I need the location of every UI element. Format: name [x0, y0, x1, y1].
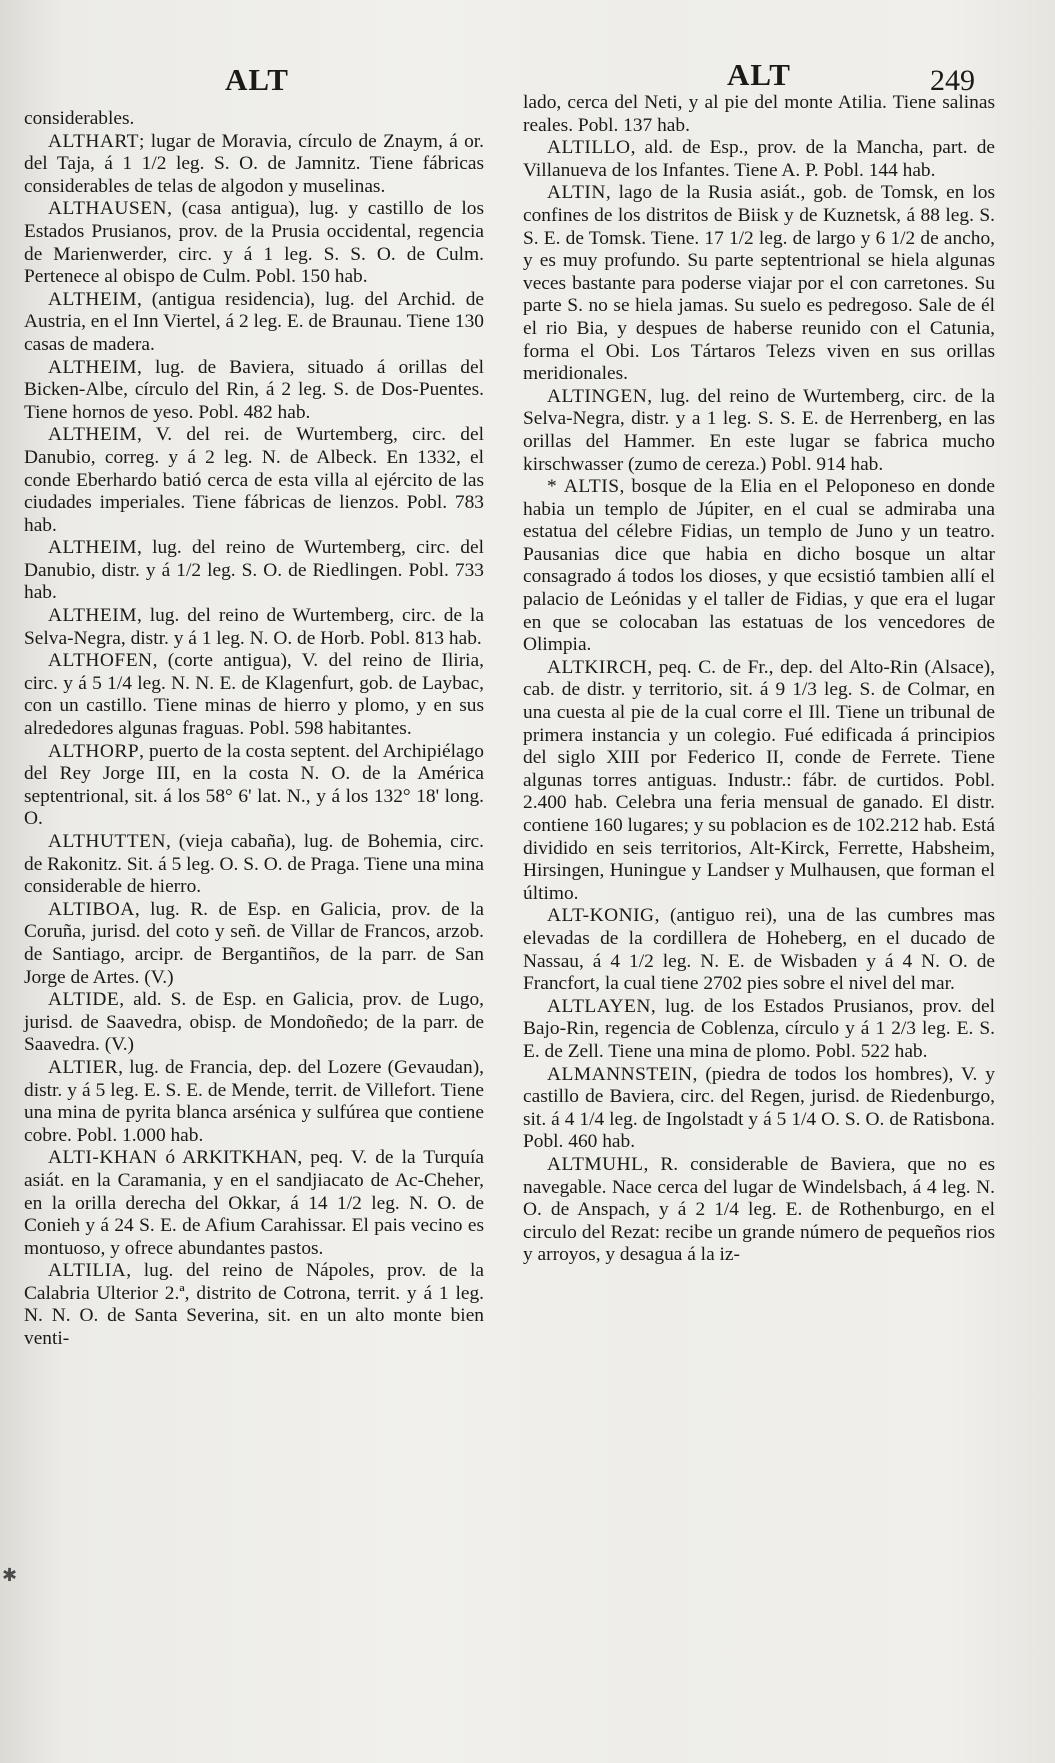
entry-body: ó ARKITKHAN, peq. V. de la Turquía asiát. en la Caramania, y en el sandjiacato de Ac-Cheher, en la orilla derecha del Okkar, á 14 1/2 leg. N. O. de Conieh y á 24 S. E. de Afium Carahissar. El pais vecino es montuoso, y ofrece abundantes pastos.	[24, 1147, 484, 1259]
dictionary-entry	[24, 108, 484, 131]
entry-headword: ALTIDE	[48, 989, 120, 1011]
entry-headword: ALTILLO	[547, 137, 631, 159]
entry-headword: ALT-KONIG	[547, 905, 655, 927]
dictionary-entry	[24, 1057, 484, 1147]
entry-headword: ALTHEIM	[48, 605, 137, 627]
entry-body: , (vieja cabaña), lug. de Bohemia, circ. de Rakonitz. Sit. á 5 leg. O. S. O. de Praga. Tiene una mina considerable de hierro.	[24, 831, 484, 898]
entry-body: , lug. del reino de Wurtemberg, circ. del Danubio, distr. y á 1/2 leg. S. O. de Riedlingen. Pobl. 733 hab.	[24, 537, 484, 604]
dictionary-entry	[24, 741, 484, 831]
entry-body: , R. considerable de Baviera, que no es navegable. Nace cerca del lugar de Windelsbach, á 4 leg. N. O. de Anspach, y á 2 1/4 leg. E. de Rothenburgo, en el circulo del Rezat: recibe un grande número de pequeños rios y arroyos, y desagua á la iz-	[523, 1153, 995, 1266]
entry-body: , bosque de la Elia en el Peloponeso en donde habia un templo de Júpiter, en el cual se admiraba una estatua del célebre Fidias, un templo de Juno y un teatro. Pausanias dice que habia en dicho bosque un altar consagrado á todos los dioses, y que ecsistió tambien allí el palacio de Leónidas y el taller de Fidias, y que era el lugar en que se colocaban las estatuas de los vencedores de Olimpia.	[523, 476, 995, 656]
dictionary-entry	[24, 357, 484, 425]
dictionary-entry	[523, 476, 995, 657]
entry-body: , lug. del reino de Wurtemberg, circ. de la Selva-Negra, distr. y á 1 leg. N. O. de Horb. Pobl. 813 hab.	[24, 605, 484, 649]
entry-body: , peq. C. de Fr., dep. del Alto-Rin (Alsace), cab. de distr. y territorio, sit. á 9 1/3 leg. S. de Colmar, en una cuesta al pie de la cual corre el Ill. Tiene un tribunal de primera instancia y un colegio. Fué edificada á principios del siglo XIII por Federico II, conde de Ferrete. Tiene algunas torres antiguas. Industr.: fábr. de curtidos. Pobl. 2.400 hab. Celebra una feria mensual de ganado. El distr. contiene 160 lugares; y su poblacion es de 102.212 hab. Está dividido en seis territorios, Alt-Kirck, Ferrette, Habsheim, Hirsingen, Huningue y Landser y Mulhausen, que forman el último.	[523, 656, 995, 904]
entry-body: , lug. de los Estados Prusianos, prov. del Bajo-Rin, regencia de Coblenza, círculo y á 1 2/3 leg. E. S. E. de Zell. Tiene una mina de plomo. Pobl. 522 hab.	[523, 995, 995, 1062]
entry-body: , (corte antigua), V. del reino de Iliria, circ. y á 5 1/4 leg. N. N. E. de Klagenfurt, gob. de Laybac, con un castillo. Tiene minas de hierro y plomo, y en sus alrededores algunas fraguas. Pobl. 598 habitantes.	[24, 650, 484, 740]
dictionary-entry	[523, 996, 995, 1064]
entry-body: , lug. del reino de Wurtemberg, circ. de la Selva-Negra, distr. y a 1 leg. S. S. E. de Herrenberg, en las orillas del Hammer. En este lugar se fabrica mucho kirschwasser (zumo de cereza.) Pobl. 914 hab.	[523, 385, 995, 475]
entry-headword: ALTHEIM	[48, 424, 137, 446]
entry-body: , (antiguo rei), una de las cumbres mas elevadas de la cordillera de Hoheberg, en el ducado de Nassau, á 4 1/2 leg. N. E. de Wisbaden y á 4 N. O. de Francfort, la cual tiene 2702 pies sobre el nivel del mar.	[523, 905, 995, 995]
entry-headword: ALTHEIM	[48, 356, 137, 378]
dictionary-entry	[523, 137, 995, 182]
entry-headword: ALTHEIM	[48, 288, 137, 310]
entry-body: ; lugar de Moravia, círculo de Znaym, á or. del Taja, á 1 1/2 leg. S. O. de Jamnitz. Tiene fábricas considerables de telas de algodon y muselinas.	[24, 130, 484, 197]
dictionary-entry	[24, 198, 484, 288]
entry-headword: * ALTIS	[547, 476, 620, 498]
dictionary-entry	[523, 386, 995, 476]
ink-mark-icon: ✱	[2, 1565, 18, 1585]
entry-headword: ALTIBOA	[48, 898, 135, 920]
dictionary-entry	[24, 831, 484, 899]
entry-headword: ALTI-KHAN	[48, 1147, 158, 1169]
dictionary-entry	[24, 605, 484, 650]
dictionary-entry	[24, 289, 484, 357]
running-head-right: ALT	[727, 57, 791, 92]
entry-body: , lug. del reino de Nápoles, prov. de la Calabria Ulterior 2.ª, distrito de Cotrona, territ. y á 1 leg. N. N. O. de Santa Severina, sit. en un alto monte bien venti-	[24, 1260, 484, 1350]
entry-body: , V. del rei. de Wurtemberg, circ. del Danubio, correg. y á 2 leg. N. de Albeck. En 1332, el conde Eberhardo batió cerca de esta villa al ejército de las ciudades imperiales. Tiene fábricas de lienzos. Pobl. 783 hab.	[24, 424, 484, 536]
entry-headword: ALTHUTTEN	[48, 831, 166, 852]
right-column	[523, 92, 995, 1267]
dictionary-entry	[523, 92, 995, 137]
entry-body: , ald. de Esp., prov. de la Mancha, part. de Villanueva de los Infantes. Tiene A. P. Pobl. 144 hab.	[523, 137, 995, 181]
entry-body: , (piedra de todos los hombres), V. y castillo de Baviera, circ. del Regen, jurisd. de Riedenburgo, sit. á 4 1/4 leg. de Ingolstadt y á 5 1/4 O. S. O. de Ratisbona. Pobl. 460 hab.	[523, 1063, 995, 1153]
dictionary-entry	[24, 131, 484, 199]
entry-body: , lug. R. de Esp. en Galicia, prov. de la Coruña, jurisd. del coto y señ. de Villar de Francos, arzob. de Santiago, arcipr. de Bergantiños, de la parr. de San Jorge de Artes. (V.)	[24, 898, 484, 988]
entry-body: , (antigua residencia), lug. del Archid. de Austria, en el Inn Viertel, á 2 leg. E. de Braunau. Tiene 130 casas de madera.	[24, 288, 484, 355]
dictionary-entry	[24, 537, 484, 605]
dictionary-entry	[24, 650, 484, 740]
entry-headword: ALTHOFEN	[48, 650, 153, 672]
dictionary-entry	[523, 1064, 995, 1154]
entry-headword: ALTHART	[48, 130, 140, 152]
entry-body: , lug. de Baviera, situado á orillas del Bicken-Albe, círculo del Rin, á 2 leg. S. de Dos-Puentes. Tiene hornos de yeso. Pobl. 482 hab.	[24, 356, 484, 423]
entry-body: , ald. S. de Esp. en Galicia, prov. de Lugo, jurisd. de Saavedra, obisp. de Mondoñedo; de la parr. de Saavedra. (V.)	[24, 989, 484, 1056]
entry-body: , lug. de Francia, dep. del Lozere (Gevaudan), distr. y á 5 leg. E. S. E. de Mende, territ. de Villefort. Tiene una mina de pyrita blanca arsénica y sulfúrea que contiene cobre. Pobl. 1.000 hab.	[24, 1056, 484, 1146]
entry-headword: ALTIN	[547, 182, 606, 204]
dictionary-entry	[523, 905, 995, 995]
dictionary-entry	[523, 657, 995, 906]
dictionary-entry	[24, 989, 484, 1057]
running-head-left: ALT	[225, 62, 289, 97]
entry-body: lado, cerca del Neti, y al pie del monte Atilia. Tiene salinas reales. Pobl. 137 hab.	[523, 92, 995, 136]
dictionary-entry	[24, 424, 484, 537]
entry-body: considerables.	[24, 108, 135, 129]
entry-headword: ALTHEIM	[48, 537, 137, 559]
entry-headword: ALTHAUSEN	[48, 198, 168, 220]
entry-headword: ALTHORP	[48, 740, 140, 762]
entry-body: , puerto de la costa septent. del Archipiélago del Rey Jorge III, en la costa N. O. de la América septentrional, sit. á los 58° 6' lat. N., y á los 132° 18' long. O.	[24, 740, 484, 830]
dictionary-entry	[24, 1147, 484, 1260]
entry-headword: ALTIER	[48, 1056, 119, 1078]
dictionary-entry	[24, 899, 484, 989]
dictionary-entry	[523, 182, 995, 385]
entry-headword: ALTMUHL	[547, 1153, 644, 1175]
entry-headword: ALTINGEN	[547, 385, 648, 407]
entry-headword: ALTILIA	[48, 1260, 127, 1282]
dictionary-entry	[24, 1260, 484, 1350]
entry-headword: ALTKIRCH	[547, 656, 648, 678]
entry-headword: ALMANNSTEIN	[547, 1063, 693, 1085]
left-column	[24, 108, 484, 1351]
page-number: 249	[930, 64, 975, 97]
entry-body: , (casa antigua), lug. y castillo de los Estados Prusianos, prov. de la Prusia occidental, regencia de Marienwerder, circ. y á 1 leg. S. S. O. de Culm. Pertenece al obispo de Culm. Pobl. 150 hab.	[24, 198, 484, 288]
dictionary-entry	[523, 1154, 995, 1267]
entry-headword: ALTLAYEN	[547, 995, 651, 1017]
entry-body: , lago de la Rusia asiát., gob. de Tomsk, en los confines de los distritos de Biisk y de Kuznetsk, á 88 leg. S. S. E. de Tomsk. Tiene. 17 1/2 leg. de largo y 6 1/2 de ancho, y es muy profundo. Su parte septentrional se hiela algunas veces bastante para poderse viajar por el con carretones. Su parte S. no se hiela jamas. Su suelo es pedregoso. Sale de él el rio Bia, y despues de haberse reunido con el Catunia, forma el Obi. Los Tártaros Telezs viven en sus orillas meridionales.	[523, 182, 995, 385]
